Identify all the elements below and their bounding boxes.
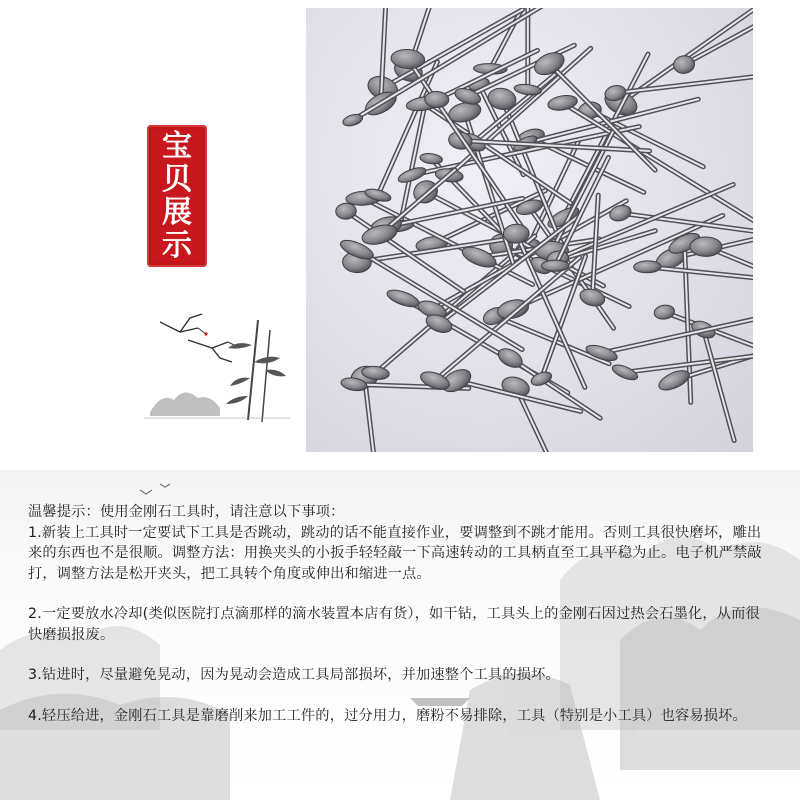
crane-icon — [188, 340, 238, 362]
ink-painting-decoration — [140, 300, 290, 430]
note-item-4: 4.轻压给进，金刚石工具是靠磨削来加工工件的，过分用力，磨粉不易排除，工具（特别是小工具）也容易损坏。 — [28, 707, 747, 724]
note-item-1: 1.新装上工具时一定要试下工具是否跳动，跳动的话不能直接作业，要调整到不跳才能用。否则工具很快磨坏，雕出来的东西也不是很顺。调整方法：用换夹头的小扳手轻轻敲一下高速转动的工具柄直至工具平稳为止。电子机严禁敲打，调整方法是松开夹头，把工具转个角度或伸出和缩进一点。 — [28, 524, 762, 582]
grinding-bit — [634, 261, 753, 279]
notes-intro: 温馨提示：使用金刚石工具时，请注意以下事项： — [28, 504, 345, 520]
seal-char-3: 展 — [162, 195, 192, 230]
bamboo-icon — [226, 320, 286, 422]
mountain-icon — [144, 392, 290, 418]
diamond-bits-image — [306, 8, 753, 452]
seal-char-1: 宝 — [162, 129, 192, 164]
product-photo — [306, 8, 753, 452]
seal-char-2: 贝 — [162, 162, 192, 197]
note-item-2: 2.一定要放水冷却(类似医院打点滴那样的滴水装置本店有货），如干钻，工具头上的金刚石因过热会石墨化，从而很快磨损报废。 — [28, 606, 760, 643]
usage-notes-text — [28, 502, 768, 726]
usage-notes-section — [0, 470, 800, 800]
note-item-3: 3.钻进时，尽量避免晃动，因为晃动会造成工具局部损坏，并加速整个工具的损坏。 — [28, 667, 560, 683]
showcase-seal-stamp — [147, 125, 207, 267]
crane-icon — [160, 314, 208, 336]
seal-char-4: 示 — [162, 228, 192, 263]
